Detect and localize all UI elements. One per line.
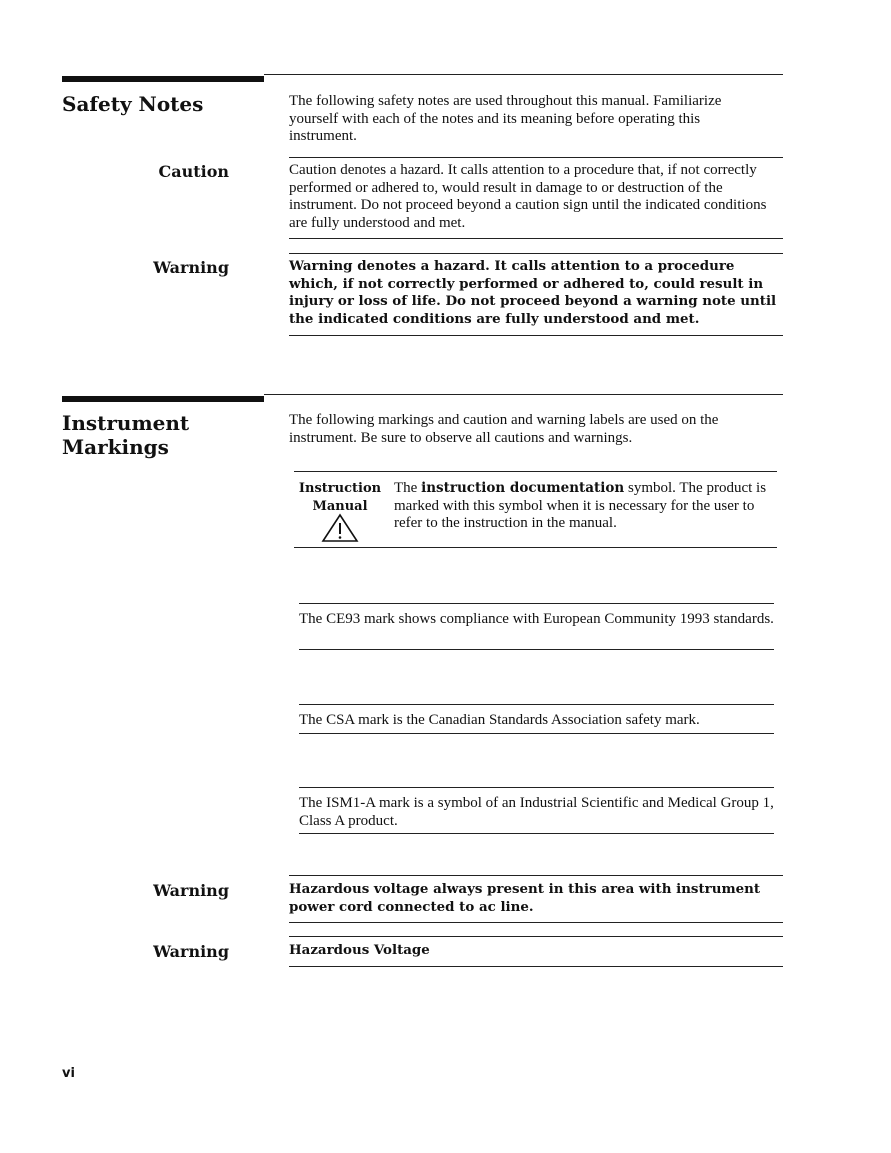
warning-text: Warning denotes a hazard. It calls attention to a procedure which, if not correctly performed or adhered to, could result in injury or loss of life. Do not proceed beyond a warning note until the indicated conditions are fully understood and met.: [289, 258, 777, 327]
symbol-label-line: Manual: [312, 499, 368, 514]
manual-text-bold: instruction documentation: [421, 480, 625, 496]
caution-bottom-rule: [289, 238, 783, 239]
warning1-top-rule: [289, 875, 783, 876]
warning-bottom-rule: [289, 335, 783, 336]
section-rule-thin: [264, 394, 783, 395]
manual-top-rule: [294, 471, 777, 472]
warning2-bottom-rule: [289, 966, 783, 967]
csa-mark-text: The CSA mark is the Canadian Standards Association safety mark.: [299, 712, 700, 728]
csa-bottom-rule: [299, 733, 774, 734]
heading-line: Markings: [62, 435, 169, 459]
caution-label: Caution: [158, 162, 229, 181]
manual-text-suffix: symbol. The product is marked with this symbol when it is necessary for the user to refer to the instruction in the manual.: [394, 480, 767, 531]
symbol-label-line: Instruction: [298, 481, 382, 496]
section-rule-thick: [62, 76, 264, 82]
section-rule-thick: [62, 396, 264, 402]
section-rule-thin: [264, 74, 783, 75]
csa-top-rule: [299, 704, 774, 705]
instrument-markings-heading: [62, 411, 189, 459]
caution-text: Caution denotes a hazard. It calls attention to a procedure that, if not correctly performed or adhered to, would result in damage to or destruction of the instrument. Do not proceed beyond a caution sign until the indicated conditions are fully understood and met.: [289, 162, 767, 231]
ism-top-rule: [299, 787, 774, 788]
hazardous-voltage-label: Hazardous Voltage: [289, 942, 430, 958]
safety-notes-intro: The following safety notes are used throughout this manual. Familiarize yourself with each of the notes and its meaning before operating this instrument.: [289, 93, 722, 144]
warning-label: Warning: [153, 258, 229, 277]
warning-label: Warning: [153, 942, 229, 961]
safety-notes-heading: Safety Notes: [62, 92, 204, 116]
ism-mark-text: The ISM1-A mark is a symbol of an Industrial Scientific and Medical Group 1, Class A product.: [299, 795, 774, 829]
manual-text-prefix: The: [394, 480, 422, 496]
warning2-top-rule: [289, 936, 783, 937]
warning-top-rule: [289, 253, 783, 254]
instrument-markings-intro: The following markings and caution and warning labels are used on the instrument. Be sure to observe all cautions and warnings.: [289, 412, 719, 446]
page-number: vi: [62, 1066, 75, 1081]
instruction-manual-text: [394, 480, 780, 533]
hazardous-voltage-warning-text: Hazardous voltage always present in this area with instrument power cord connected to ac line.: [289, 881, 761, 915]
warning1-bottom-rule: [289, 922, 783, 923]
heading-line: Instrument: [62, 411, 190, 435]
warning-label: Warning: [153, 881, 229, 900]
warning-triangle-icon: [321, 513, 359, 543]
ce-bottom-rule: [299, 649, 774, 650]
instruction-manual-symbol-label: [297, 480, 383, 516]
ce-top-rule: [299, 603, 774, 604]
ce-mark-text: The CE93 mark shows compliance with European Community 1993 standards.: [299, 611, 774, 627]
manual-bottom-rule: [294, 547, 777, 548]
caution-top-rule: [289, 157, 783, 158]
ism-bottom-rule: [299, 833, 774, 834]
